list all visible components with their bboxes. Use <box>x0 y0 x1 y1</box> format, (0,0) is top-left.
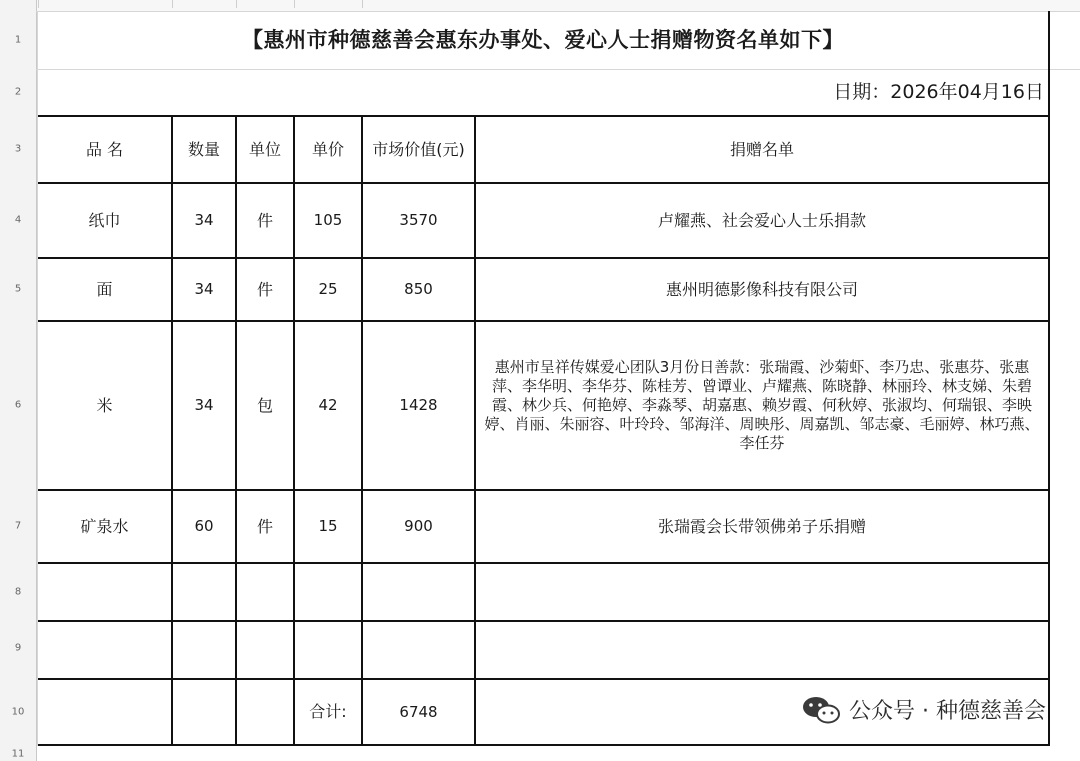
row-number-gutter <box>0 0 37 761</box>
row-number[interactable]: 5 <box>14 283 22 295</box>
market-value-cell[interactable]: 3570 <box>399 211 438 230</box>
item-name-cell[interactable]: 米 <box>96 395 113 415</box>
total-label: 合计: <box>309 702 347 721</box>
row-number[interactable]: 9 <box>14 642 22 654</box>
header-unit-price: 单价 <box>311 139 344 159</box>
quantity-cell[interactable]: 60 <box>194 517 214 536</box>
unit-cell[interactable]: 件 <box>256 279 273 299</box>
market-value-cell[interactable]: 900 <box>404 517 433 536</box>
wechat-icon <box>801 695 841 725</box>
unit-price-cell[interactable]: 25 <box>318 280 338 299</box>
header-item-name: 品 名 <box>85 139 124 159</box>
wechat-watermark <box>801 694 1046 725</box>
unit-cell[interactable]: 件 <box>256 210 273 230</box>
donor-list-cell[interactable]: 惠州市呈祥传媒爱心团队3月份日善款：张瑞霞、沙菊虾、李乃忠、张惠芬、张惠萍、李华明、李华芬、陈桂芳、曾谭业、卢耀燕、陈晓静、林丽玲、林支娣、朱碧霞、林少兵、何艳婷、李淼琴、胡嘉惠、赖岁霞、何秋婷、张淑均、何瑞银、李映婷、肖丽、朱丽容、叶玲玲、邹海洋、周映彤、周嘉凯、邹志豪、毛丽婷、林巧燕、李任芬 <box>484 357 1040 453</box>
header-market-value: 市场价值(元) <box>372 139 465 159</box>
watermark-text: 公众号 · 种德慈善会 <box>849 699 1046 724</box>
donor-list-cell[interactable]: 卢耀燕、社会爱心人士乐捐款 <box>657 210 866 230</box>
unit-price-cell[interactable]: 42 <box>318 396 338 415</box>
table-border <box>38 678 1050 680</box>
item-name-cell[interactable]: 面 <box>96 279 113 299</box>
donor-list-cell[interactable]: 惠州明德影像科技有限公司 <box>665 279 858 299</box>
header-donor-list: 捐赠名单 <box>729 139 794 159</box>
table-border <box>38 744 1050 746</box>
row-number[interactable]: 2 <box>14 86 22 98</box>
column-tick <box>172 0 173 8</box>
quantity-cell[interactable]: 34 <box>194 211 214 230</box>
sheet-title: 【惠州市种德慈善会惠东办事处、爱心人士捐赠物资名单如下】 <box>242 28 844 53</box>
column-tick <box>294 0 295 8</box>
unit-cell[interactable]: 包 <box>256 395 273 415</box>
donor-list-cell[interactable]: 张瑞霞会长带领佛弟子乐捐赠 <box>657 516 866 536</box>
header-unit: 单位 <box>248 139 281 159</box>
table-border <box>1048 11 1050 746</box>
table-border <box>38 620 1050 622</box>
row-number[interactable]: 10 <box>11 706 25 718</box>
market-value-cell[interactable]: 850 <box>404 280 433 299</box>
item-name-cell[interactable]: 矿泉水 <box>80 516 129 536</box>
row-number[interactable]: 6 <box>14 399 22 411</box>
row-number[interactable]: 8 <box>14 586 22 598</box>
unit-price-cell[interactable]: 105 <box>313 211 343 230</box>
unit-cell[interactable]: 件 <box>256 516 273 536</box>
row-number[interactable]: 11 <box>11 748 25 760</box>
date-cell: 日期：2026年04月16日 <box>833 80 1044 103</box>
header-quantity: 数量 <box>187 139 220 159</box>
item-name-cell[interactable]: 纸巾 <box>88 210 121 230</box>
unit-price-cell[interactable]: 15 <box>318 517 338 536</box>
row-number[interactable]: 3 <box>14 143 22 155</box>
table-border <box>38 562 1050 564</box>
column-tick <box>236 0 237 8</box>
quantity-cell[interactable]: 34 <box>194 280 214 299</box>
row-number[interactable]: 4 <box>14 214 22 226</box>
row-number[interactable]: 7 <box>14 520 22 532</box>
row-number[interactable]: 1 <box>14 34 22 46</box>
quantity-cell[interactable]: 34 <box>194 396 214 415</box>
total-value[interactable]: 6748 <box>399 702 438 721</box>
column-tick <box>362 0 363 8</box>
column-tick <box>38 0 39 8</box>
market-value-cell[interactable]: 1428 <box>399 396 438 415</box>
